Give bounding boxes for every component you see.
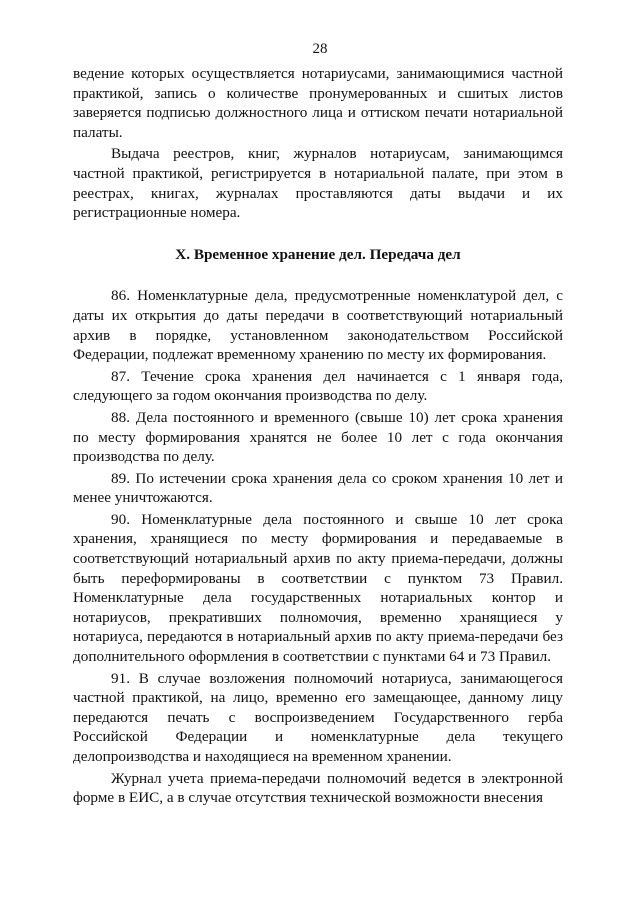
- paragraph-item-91: 91. В случае возложения полномочий нотариуса, занимающегося частной практикой, на лицо, временно его замещающее, данному лицу передаются печать с воспроизведением Государственного герба Российской Федерации и номенклатурные дела текущего делопроизводства и находящиеся на временном хранении.: [73, 669, 563, 765]
- section-heading: X. Временное хранение дел. Передача дел: [175, 245, 461, 263]
- document-body: [73, 64, 563, 808]
- paragraph-item-86: 86. Номенклатурные дела, предусмотренные номенклатурой дел, с даты их открытия до даты передачи в соответствующий нотариальный архив в порядке, установленном законодательством Российской Федерации, подлежат временному хранению по месту их формирования.: [73, 287, 563, 364]
- paragraph-item-87: 87. Течение срока хранения дел начинается с 1 января года, следующего за годом окончания производства по делу.: [73, 367, 563, 405]
- paragraph-continuation: ведение которых осуществляется нотариусами, занимающимися частной практикой, запись о количестве пронумерованных и сшитых листов заверяется подписью должностного лица и оттиском печати нотариальной палаты.: [73, 65, 563, 141]
- page-number: 28: [312, 41, 328, 57]
- paragraph-item-88: 88. Дела постоянного и временного (свыше 10) лет срока хранения по месту формирования хранятся не более 10 лет с года окончания производства по делу.: [73, 408, 563, 466]
- paragraph-journal: Журнал учета приема-передачи полномочий ведется в электронной форме в ЕИС, а в случае отсутствия технической возможности внесения: [73, 769, 563, 807]
- paragraph-registry-issuance: Выдача реестров, книг, журналов нотариусам, занимающимся частной практикой, регистрируется в нотариальной палате, при этом в реестрах, книгах, журналах проставляются даты выдачи и их регистрационные номера.: [73, 145, 563, 222]
- paragraph-item-90: 90. Номенклатурные дела постоянного и свыше 10 лет срока хранения, хранящиеся по месту формирования и передаваемые в соответствующий нотариальный архив по акту приема-передачи, должны быть переформированы в соответствии с пунктом 73 Правил. Номенклатурные дела государственных нотариальных контор и нотариусов, прекративших полномочия, временно хранящиеся у нотариуса, передаются в нотариальный архив по акту приема-передачи без дополнительного оформления в соответствии с пунктами 64 и 73 Правил.: [73, 510, 563, 666]
- paragraph-item-89: 89. По истечении срока хранения дела со сроком хранения 10 лет и менее уничтожаются.: [73, 469, 563, 507]
